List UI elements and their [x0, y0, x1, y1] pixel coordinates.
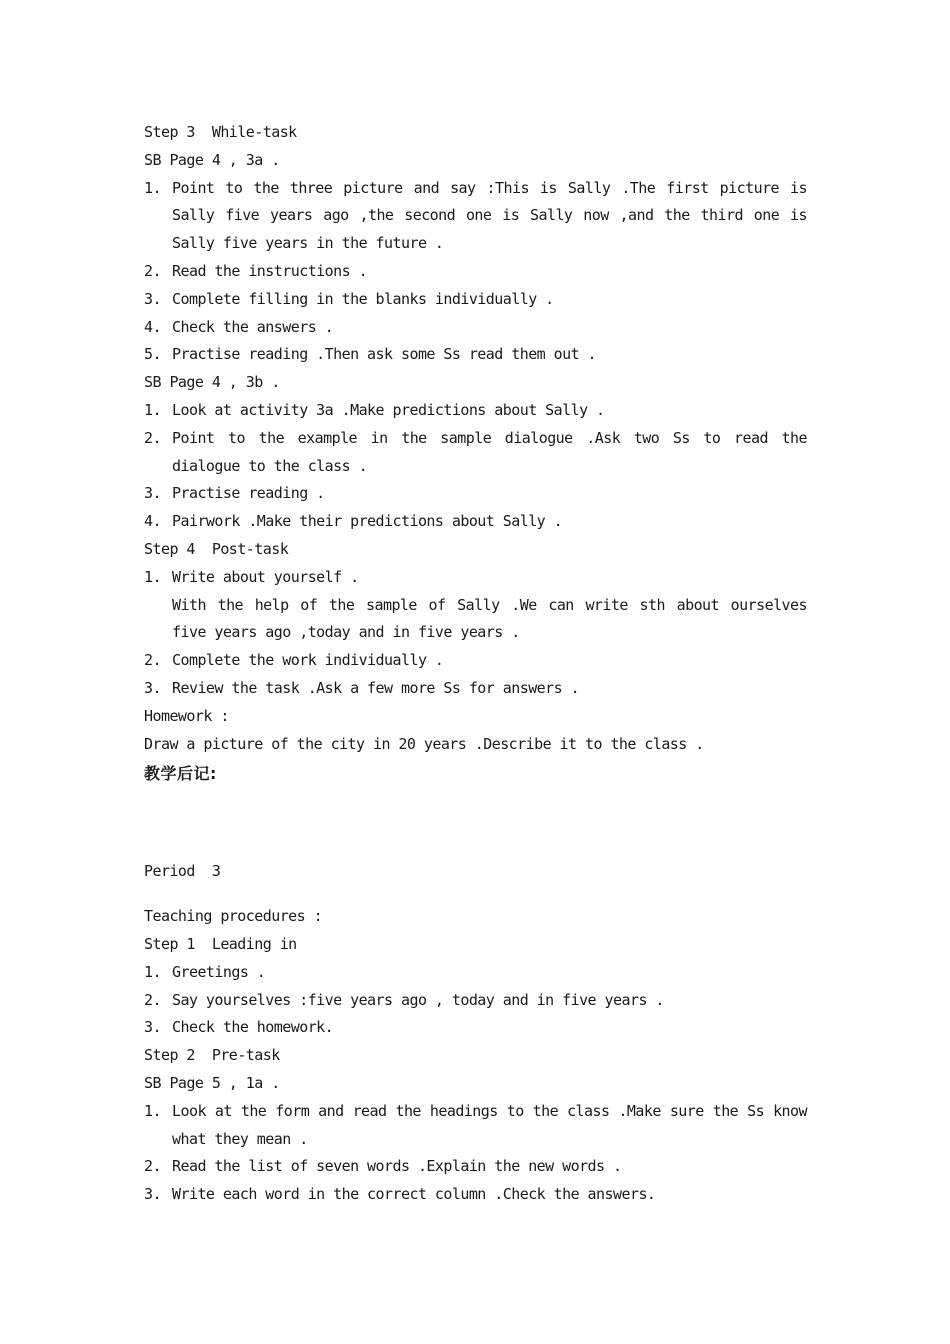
item-number: 3.	[144, 1018, 161, 1037]
list-item	[144, 647, 807, 675]
item-number: 3.	[144, 1185, 161, 1204]
list-item	[144, 1153, 807, 1181]
item-text: Practise reading .Then ask some Ss read them out .	[172, 345, 597, 364]
list-item	[144, 987, 807, 1015]
item-number: 3.	[144, 678, 161, 697]
item-number: 1.	[144, 1101, 161, 1120]
item-number: 4.	[144, 512, 161, 531]
step1-heading: Step 1 Leading in	[144, 934, 297, 953]
list-step1	[144, 959, 807, 1042]
list-item	[144, 1181, 807, 1209]
item-number: 2.	[144, 990, 161, 1009]
item-text: Point to the example in the sample dialogue .Ask two Ss to read the dialogue to the class .	[172, 428, 807, 475]
list-3a	[144, 175, 807, 370]
item-number: 1.	[144, 567, 161, 586]
sb-page-1a: SB Page 5 , 1a .	[144, 1073, 280, 1092]
list-3b	[144, 397, 807, 536]
item-number: 1.	[144, 178, 161, 197]
teaching-notes-label: 教学后记:	[144, 764, 217, 784]
list-1a	[144, 1098, 807, 1209]
item-number: 1.	[144, 400, 161, 419]
list-item	[144, 675, 807, 703]
step3-heading: Step 3 While-task	[144, 123, 297, 141]
list-item	[144, 341, 807, 369]
period-title: Period 3	[144, 862, 221, 881]
list-item	[144, 480, 807, 508]
list-item	[144, 175, 807, 258]
list-item	[144, 564, 807, 592]
item-text: Practise reading .	[172, 484, 325, 503]
item-text: Review the task .Ask a few more Ss for answers .	[172, 678, 580, 697]
item-text: Check the homework.	[172, 1018, 334, 1037]
item-text: Complete filling in the blanks individually .	[172, 289, 554, 308]
item-number: 3.	[144, 289, 161, 308]
item-number: 2.	[144, 1157, 161, 1176]
item-number: 2.	[144, 261, 161, 280]
item-number: 1.	[144, 962, 161, 981]
item-number: 5.	[144, 345, 161, 364]
spacer	[144, 790, 807, 858]
list-item	[144, 508, 807, 536]
item-continuation: With the help of the sample of Sally .We can write sth about ourselves five years ago ,today and in five years .	[172, 595, 807, 642]
item-number: 4.	[144, 317, 161, 336]
list-item	[144, 286, 807, 314]
step4-heading: Step 4 Post-task	[144, 539, 289, 558]
item-text: Write about yourself .	[172, 567, 359, 586]
item-text: Look at the form and read the headings to the class .Make sure the Ss know what they mean .	[172, 1101, 807, 1148]
homework-text: Draw a picture of the city in 20 years .Describe it to the class .	[144, 734, 704, 753]
spacer	[144, 886, 807, 903]
document-page	[144, 119, 807, 1209]
item-text: Say yourselves :five years ago , today and in five years .	[172, 990, 664, 1009]
sb-page-3a: SB Page 4 , 3a .	[144, 150, 280, 169]
step2-heading: Step 2 Pre-task	[144, 1046, 280, 1065]
item-text: Read the list of seven words .Explain the new words .	[172, 1157, 622, 1176]
teaching-procedures-label: Teaching procedures :	[144, 907, 323, 926]
item-text: Pairwork .Make their predictions about Sally .	[172, 512, 563, 531]
item-text: Write each word in the correct column .Check the answers.	[172, 1185, 656, 1204]
item-text: Read the instructions .	[172, 261, 368, 280]
list-item	[144, 1014, 807, 1042]
homework-label: Homework :	[144, 706, 229, 725]
list-item	[144, 425, 807, 481]
list-item	[144, 397, 807, 425]
item-text: Complete the work individually .	[172, 651, 444, 670]
item-number: 2.	[144, 428, 161, 447]
item-number: 2.	[144, 651, 161, 670]
item-text: Look at activity 3a .Make predictions about Sally .	[172, 400, 605, 419]
item-text: Point to the three picture and say :This is Sally .The first picture is Sally five years ago ,the second one is Sally now ,and the third one is Sally five years in the future .	[172, 178, 807, 253]
list-item	[144, 258, 807, 286]
list-item	[144, 1098, 807, 1154]
list-item	[144, 959, 807, 987]
item-text: Check the answers .	[172, 317, 334, 336]
list-item	[144, 314, 807, 342]
sb-page-3b: SB Page 4 , 3b .	[144, 373, 280, 392]
item-text: Greetings .	[172, 962, 266, 981]
item-number: 3.	[144, 484, 161, 503]
